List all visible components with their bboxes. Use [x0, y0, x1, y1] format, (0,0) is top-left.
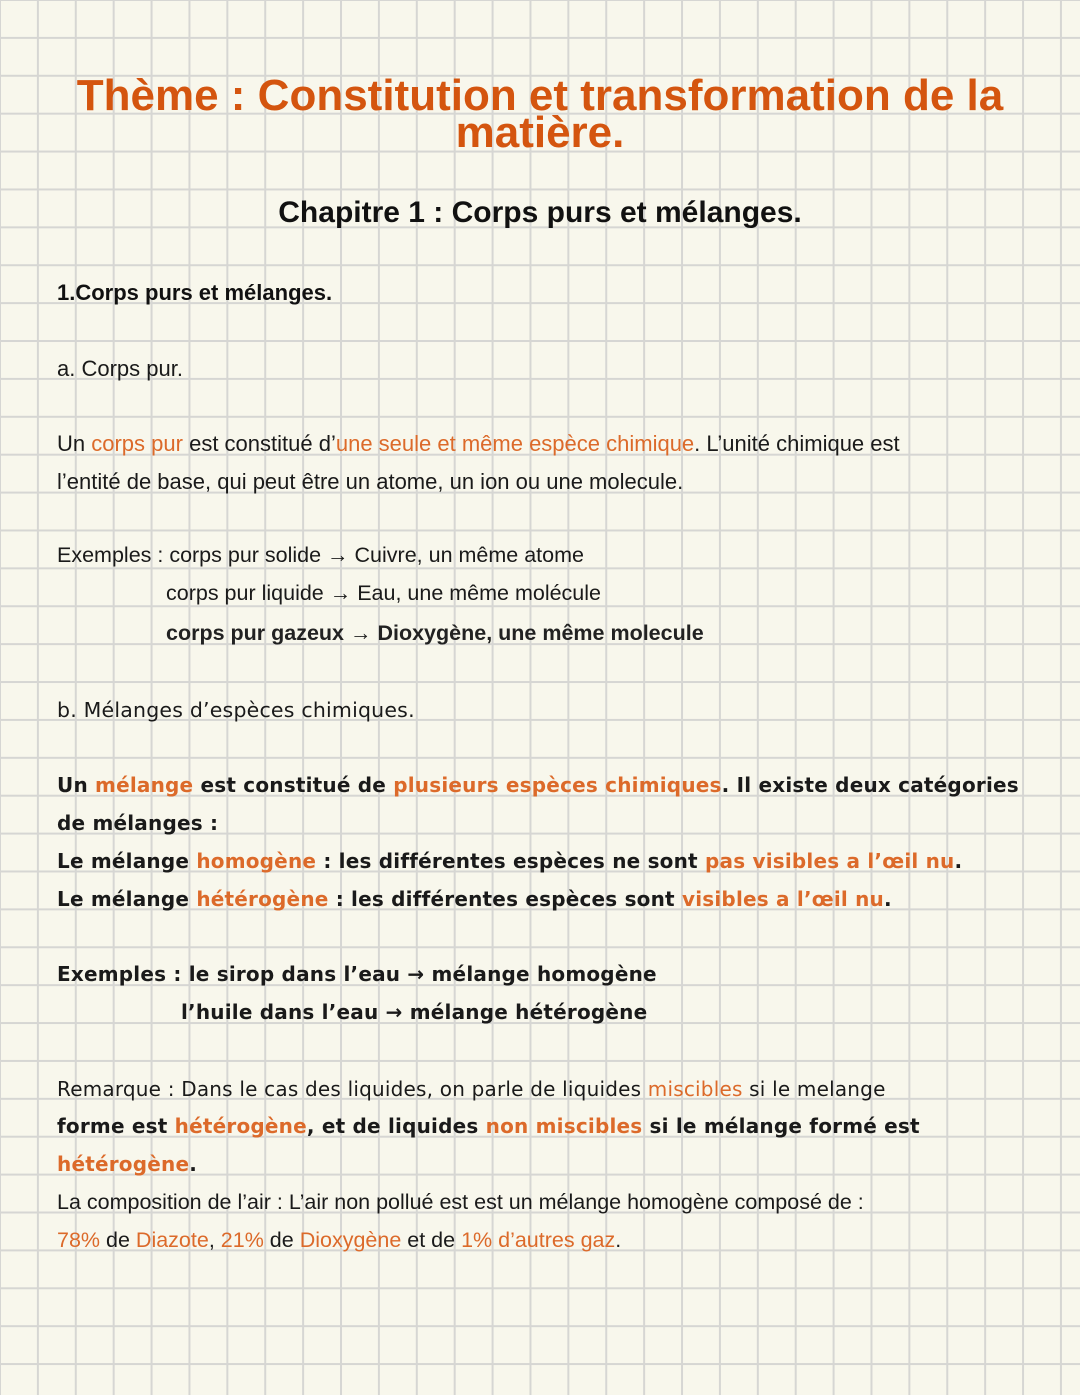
highlighted-term: hétérogène [57, 1152, 190, 1176]
highlighted-term: non miscibles [485, 1114, 643, 1138]
text-run: Le mélange [57, 849, 197, 873]
remark-line-2 [57, 1107, 920, 1145]
text-run: si le melange [742, 1077, 886, 1101]
highlighted-term: mélange [95, 773, 194, 797]
mixture-example-2: l’huile dans l’eau → mélange hétérogène [181, 1000, 648, 1024]
text-run: . [615, 1228, 622, 1252]
text-run: . [189, 1152, 198, 1176]
text-run: de [100, 1228, 136, 1252]
pure-example-1: Exemples : corps pur solide → Cuivre, un même atome [57, 543, 584, 567]
subsection-b-heading: b. Mélanges d’espèces chimiques. [57, 698, 415, 722]
text-run: est constitué de [193, 773, 394, 797]
highlighted-term: 78% [57, 1228, 101, 1252]
text-run: si le mélange formé est [642, 1114, 920, 1138]
air-composition-line-1: La composition de l’air : L’air non pollué est est un mélange homogène composé de : [57, 1190, 864, 1214]
text-run: Un [57, 431, 92, 456]
title-line-2: matière. [455, 108, 625, 157]
highlighted-term: visibles a l’œil nu [681, 887, 884, 911]
text-run: est constitué d’ [182, 431, 336, 456]
text-run: Le mélange [57, 887, 197, 911]
section-heading: 1.Corps purs et mélanges. [57, 280, 333, 305]
text-run: Un [57, 773, 96, 797]
highlighted-term: hétérogène [174, 1114, 307, 1138]
chapter-title: Chapitre 1 : Corps purs et mélanges. [278, 196, 802, 229]
page-title [0, 71, 1080, 157]
pure-example-2: corps pur liquide → Eau, une même molécule [166, 581, 601, 605]
text-run: . L’unité chimique est [694, 431, 900, 456]
pure-definition-line-1 [57, 425, 900, 463]
highlighted-term: Dioxygène [299, 1228, 402, 1252]
highlighted-term: 21% [220, 1228, 264, 1252]
air-composition-line-2 [57, 1221, 621, 1259]
text-run: : les différentes espèces ne sont [316, 849, 705, 873]
highlighted-term: 1% d’autres gaz [461, 1228, 616, 1252]
mixture-definition-line-1 [57, 766, 1019, 804]
highlighted-term: homogène [196, 849, 317, 873]
text-run: de [263, 1228, 300, 1252]
highlighted-term: pas visibles a l’œil nu [704, 849, 955, 873]
title-line-1: Thème : Constitution et transformation de la [76, 71, 1004, 120]
pure-definition-line-2: l’entité de base, qui peut être un atome, un ion ou une molecule. [57, 469, 684, 494]
text-run: : les différentes espèces sont [328, 887, 682, 911]
highlighted-term: corps pur [91, 431, 183, 456]
highlighted-term: Diazote [135, 1228, 209, 1252]
highlighted-term: miscibles [647, 1077, 743, 1101]
highlighted-term: hétérogène [196, 887, 329, 911]
text-run: . [954, 849, 963, 873]
remark-line-3 [57, 1145, 197, 1183]
text-run: Remarque : Dans le cas des liquides, on parle de liquides [57, 1077, 648, 1101]
text-run: . Il existe deux catégories [721, 773, 1019, 797]
remark-line-1 [57, 1070, 886, 1108]
pure-example-3: corps pur gazeux → Dioxygène, une même molecule [166, 621, 704, 645]
text-run: forme est [57, 1114, 175, 1138]
text-run: , [208, 1228, 221, 1252]
mixture-example-1: Exemples : le sirop dans l’eau → mélange homogène [57, 962, 657, 986]
text-run: . [884, 887, 892, 911]
text-run: , et de liquides [306, 1114, 486, 1138]
text-run: et de [401, 1228, 462, 1252]
highlighted-term: une seule et même espèce chimique [335, 431, 695, 456]
subsection-a-heading: a. Corps pur. [57, 356, 183, 381]
highlighted-term: plusieurs espèces chimiques [393, 773, 722, 797]
homogeneous-definition [57, 842, 962, 880]
heterogeneous-definition [57, 880, 892, 918]
mixture-definition-line-2: de mélanges : [57, 811, 219, 835]
